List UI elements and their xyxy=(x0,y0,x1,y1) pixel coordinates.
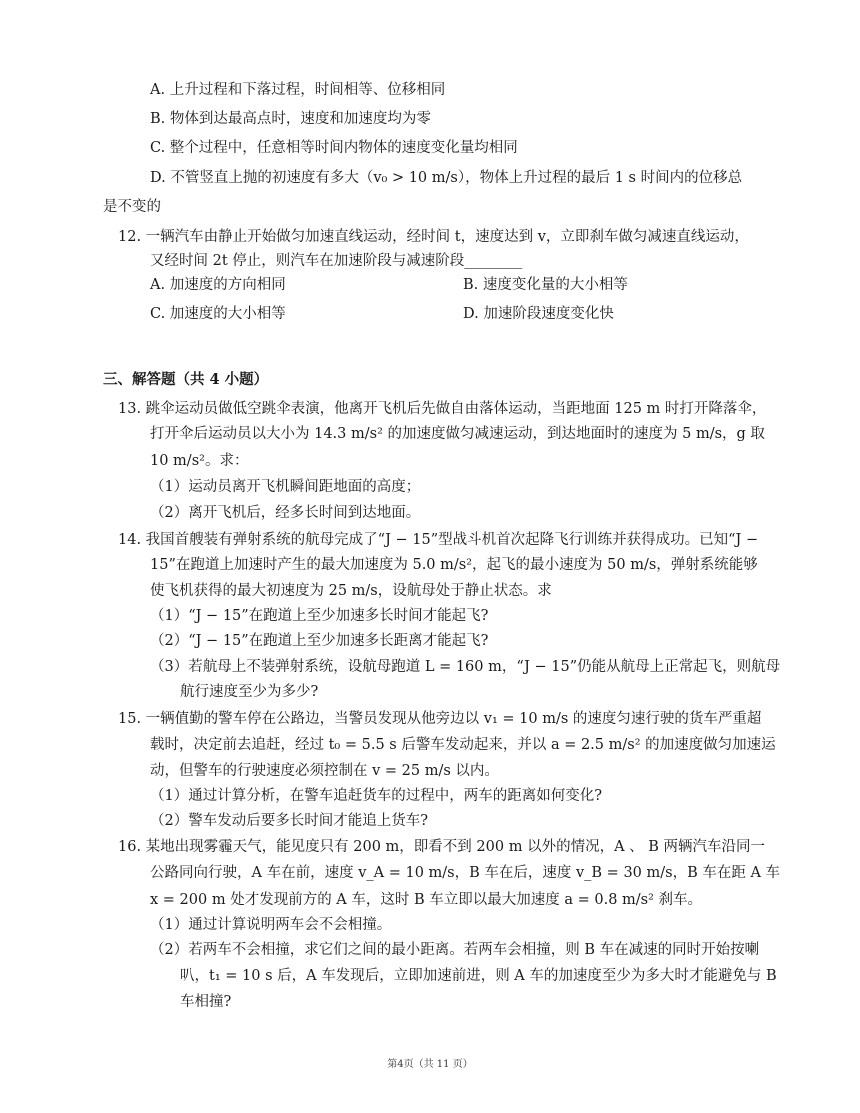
q16-sub2-line3: 车相撞? xyxy=(180,994,232,1010)
q13-stem-line1: 13. 跳伞运动员做低空跳伞表演，他离开飞机后先做自由落体运动，当距地面 125 m 时打开降落伞， xyxy=(118,401,767,417)
section-heading: 三、解答题（共 4 小题） xyxy=(103,371,269,388)
q14-sub3-line2: 航行速度至少为多少? xyxy=(180,684,319,700)
q14-stem-line1: 14. 我国首艘装有弹射系统的航母完成了“J − 15”型战斗机首次起降飞行训练并获得成功。已知“J − xyxy=(118,532,759,548)
q11-option-c: C. 整个过程中，任意相等时间内物体的速度变化量均相同 xyxy=(150,140,518,156)
q12-option-a: A. 加速度的方向相同 xyxy=(150,277,286,293)
q16-sub1: （1）通过计算说明两车会不会相撞。 xyxy=(150,917,392,933)
q12-option-c: C. 加速度的大小相等 xyxy=(150,306,286,322)
q13-sub1: （1）运动员离开飞机瞬间距地面的高度； xyxy=(150,479,421,495)
q15-sub2: （2）警车发动后要多长时间才能追上货车? xyxy=(150,813,428,829)
q16-stem-line2: 公路同向行驶，A 车在前，速度 v_A = 10 m/s，B 车在后，速度 v_B = 30 m/s，B 车在距 A 车 xyxy=(150,865,781,881)
q12-option-d: D. 加速阶段速度变化快 xyxy=(463,306,614,322)
q16-stem-line1: 16. 某地出现雾霾天气，能见度只有 200 m，即看不到 200 m 以外的情况，A 、 B 两辆汽车沿同一 xyxy=(118,839,766,855)
q15-sub1: （1）通过计算分析，在警车追赶货车的过程中，两车的距离如何变化? xyxy=(150,788,602,804)
q13-sub2: （2）离开飞机后，经多长时间到达地面。 xyxy=(150,505,421,521)
q13-stem-line3: 10 m/s²。求： xyxy=(150,453,249,469)
q15-stem-line1: 15. 一辆值勤的警车停在公路边，当警员发现从他旁边以 v₁ = 10 m/s 的速度匀速行驶的货车严重超 xyxy=(118,711,762,727)
q11-option-d-line2: 是不变的 xyxy=(103,199,161,215)
q16-stem-line3: x = 200 m 处才发现前方的 A 车，这时 B 车立即以最大加速度 a = 0.8 m/s² 刹车。 xyxy=(150,892,703,908)
q12-stem-line1: 12. 一辆汽车由静止开始做匀加速直线运动，经时间 t，速度达到 v，立即刹车做匀减速直线运动， xyxy=(118,229,749,245)
q13-stem-line2: 打开伞后运动员以大小为 14.3 m/s² 的加速度做匀减速运动，到达地面时的速度为 5 m/s，g 取 xyxy=(150,426,765,442)
q12-stem-line2: 又经时间 2t 停止，则汽车在加速阶段与减速阶段________ xyxy=(150,253,523,269)
q11-option-d-line1: D. 不管竖直上抛的初速度有多大（v₀ > 10 m/s），物体上升过程的最后 1 s 时间内的位移总 xyxy=(150,170,743,186)
q15-stem-line2: 载时，决定前去追赶，经过 t₀ = 5.5 s 后警车发动起来，并以 a = 2.5 m/s² 的加速度做匀加速运 xyxy=(150,737,776,753)
q15-stem-line3: 动，但警车的行驶速度必须控制在 v = 25 m/s 以内。 xyxy=(150,763,499,779)
q12-option-b: B. 速度变化量的大小相等 xyxy=(463,277,628,293)
q11-option-b: B. 物体到达最高点时，速度和加速度均为零 xyxy=(150,111,431,127)
page-number-footer: 第4页（共 11 页） xyxy=(387,1059,473,1070)
q14-sub2: （2）“J − 15”在跑道上至少加速多长距离才能起飞? xyxy=(150,633,489,649)
q14-sub3-line1: （3）若航母上不装弹射系统，设航母跑道 L = 160 m，“J − 15”仍能从航母上正常起飞，则航母 xyxy=(150,659,781,675)
q16-sub2-line1: （2）若两车不会相撞，求它们之间的最小距离。若两车会相撞，则 B 车在减速的同时开始按喇 xyxy=(150,942,760,958)
q11-option-a: A. 上升过程和下落过程，时间相等、位移相同 xyxy=(150,82,446,98)
q14-stem-line2: 15”在跑道上加速时产生的最大加速度为 5.0 m/s²，起飞的最小速度为 50 m/s，弹射系统能够 xyxy=(150,557,758,573)
q16-sub2-line2: 叭，t₁ = 10 s 后，A 车发现后，立即加速前进，则 A 车的加速度至少为多大时才能避免与 B xyxy=(180,968,777,984)
q14-stem-line3: 使飞机获得的最大初速度为 25 m/s，设航母处于静止状态。求 xyxy=(150,583,552,599)
q14-sub1: （1）“J − 15”在跑道上至少加速多长时间才能起飞? xyxy=(150,608,489,624)
